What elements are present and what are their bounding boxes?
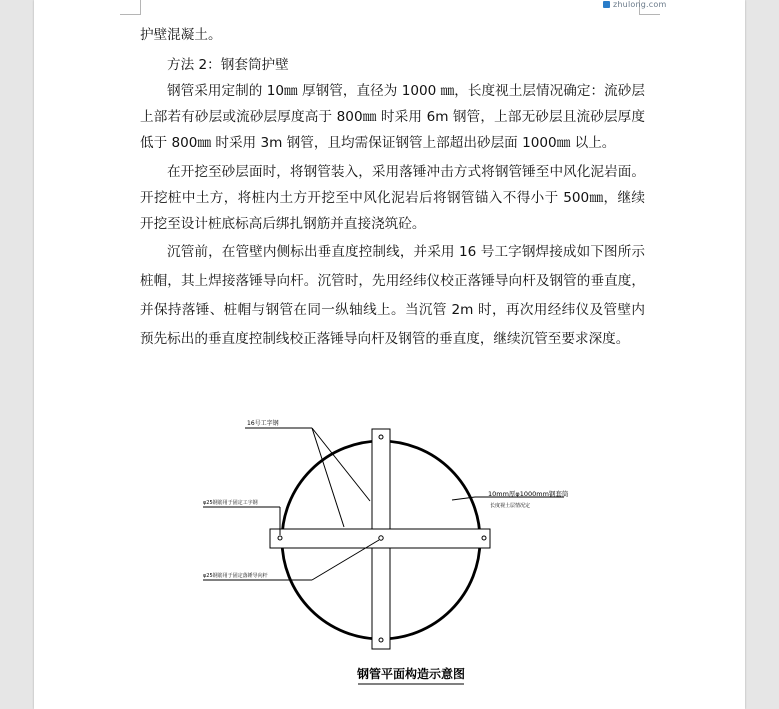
logo-text: zhulong.com bbox=[613, 0, 667, 9]
figure-caption: 钢管平面构造示意图 bbox=[356, 667, 466, 681]
leader-steel-b bbox=[312, 428, 344, 527]
label-hole-center: φ25钢筋用于固定落锤导向杆 bbox=[203, 573, 268, 579]
section-heading: 方法 2：钢套筒护壁 bbox=[167, 57, 289, 73]
label-pipe-line1: 10mm厚φ1000mm钢套筒 bbox=[488, 490, 569, 498]
label-hole-left: φ25钢筋用于固定工字钢 bbox=[203, 500, 258, 506]
document-page bbox=[34, 0, 745, 709]
paragraph-pipe-spec: 钢管采用定制的 10㎜ 厚钢管，直径为 1000 ㎜，长度视土层情况确定：流砂层上部若有砂层或流砂层厚度高于 800㎜ 时采用 6m 钢管，上部无砂层且流砂层厚度低于 800㎜ 时采用 3m 钢管，且均需保证钢管上部超出砂层面 1000㎜ 以上。 bbox=[140, 83, 645, 151]
paragraph-sinking: 沉管前，在管壁内侧标出垂直度控制线，并采用 16 号工字钢焊接成如下图所示桩帽，其上焊接落锤导向杆。沉管时，先用经纬仪校正落锤导向杆及钢管的垂直度，并保持落锤、桩帽与钢管在同一纵轴线上。当沉管 2m 时，再次用经纬仪及管壁内预先标出的垂直度控制线校正落锤导向杆及钢管的垂直度，继续沉管至要求深度。 bbox=[140, 244, 645, 347]
leader-steel-a bbox=[312, 428, 370, 501]
paragraph-excavation: 在开挖至砂层面时，将钢管装入，采用落锤冲击方式将钢管锤至中风化泥岩面。开挖桩中土方，将桩内土方开挖至中风化泥岩后将钢管锚入不得小于 500㎜，继续开挖至设计桩底标高后绑扎钢筋并直接浇筑砼。 bbox=[140, 164, 645, 232]
label-i-beam: 16号工字钢 bbox=[247, 420, 279, 427]
horizontal-i-beam bbox=[270, 529, 490, 548]
pipe-plan-diagram bbox=[34, 0, 745, 709]
label-pipe-line2: 长度视土层情况定 bbox=[490, 503, 531, 509]
paragraph-1: 护壁混凝土。 bbox=[140, 27, 222, 43]
